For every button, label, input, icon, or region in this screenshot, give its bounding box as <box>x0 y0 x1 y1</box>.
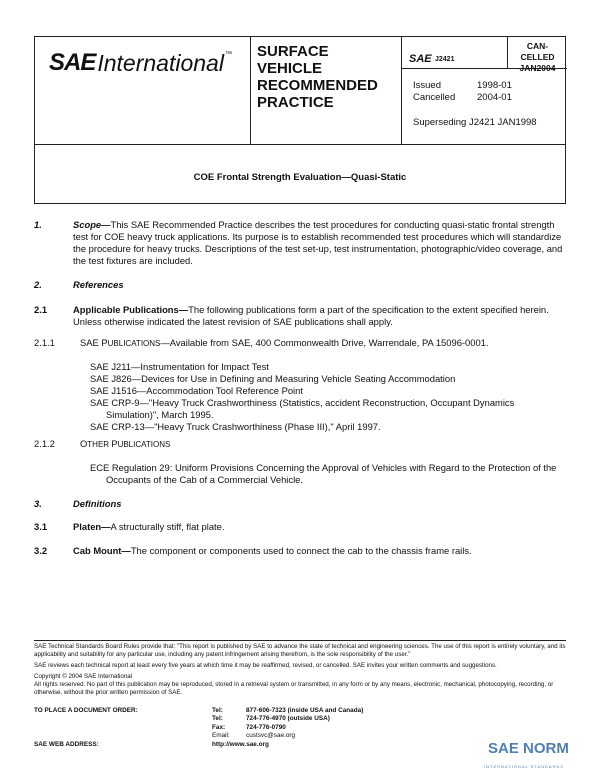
sae-publications-heading-sc: UBLICATIONS <box>107 339 161 348</box>
reference-item: SAE J1516—Accommodation Tool Reference Point <box>90 385 303 396</box>
footer-notes <box>34 643 566 697</box>
status-line: CAN- <box>526 41 549 51</box>
norm-text: SAE NORM <box>488 740 569 757</box>
reference-item: SAE J826—Devices for Use in Defining and Measuring Vehicle Seating Accommodation <box>90 373 456 384</box>
contact-labels: Tel: Tel: Fax: Email: <box>212 707 230 739</box>
norm-subtext: INTERNATIONAL STANDARDS <box>484 764 565 769</box>
phone-outside: 724-776-4970 (outside USA) <box>246 715 330 723</box>
ece-regulation: ECE Regulation 29: Uniform Provisions Concerning the Approval of Vehicles with Regard to the Protection of the Occupants of the Cab of a Commercial Vehicle. <box>90 462 557 485</box>
document-number: J2421 <box>435 56 455 63</box>
reference-item: SAE J211—Instrumentation for Impact Test <box>90 361 269 372</box>
section-number: 2. <box>34 279 42 290</box>
reference-item: SAE CRP-13—"Heavy Truck Crashworthiness (Phase III)," April 1997. <box>90 421 381 432</box>
issued-label: Issued <box>413 80 441 91</box>
scope-paragraph <box>73 219 563 267</box>
doc-type-line: VEHICLE <box>257 60 323 77</box>
status-line: JAN2004 <box>519 63 556 73</box>
section-number: 2.1.1 <box>34 337 55 348</box>
cancelled-label: Cancelled <box>413 92 456 103</box>
rights-note: All rights reserved. No part of this publication may be reproduced, stored in a retrieval system or transmitted, in any form or by any means, electronic, mechanical, photocopying, recording, or otherwise, without the prior written permission of SAE. <box>34 681 554 696</box>
definition-platen: Platen—A structurally stiff, flat plate. <box>73 521 225 532</box>
logo-sae: SAE <box>49 49 96 76</box>
doc-type-line: PRACTICE <box>257 94 334 111</box>
references-heading: References <box>73 279 124 290</box>
doc-type-line: SURFACE <box>257 43 329 60</box>
issue-dates <box>413 80 512 104</box>
divider <box>401 37 402 144</box>
scope-text: This SAE Recommended Practice describes the test procedures for conducting quasi-static frontal strength test for COE heavy truck applications. Its purpose is to establish recommended test procedures which will standardize the procedure for heavy trucks. Descriptions of the test set-up, test instrumentation, photographic/video coverage, and the test fixtures are included. <box>73 219 563 266</box>
reference-list <box>90 361 560 433</box>
fax-number: 724-776-0790 <box>246 723 286 731</box>
order-label: TO PLACE A DOCUMENT ORDER: <box>34 707 138 714</box>
phone-usa: 877-606-7323 (inside USA and Canada) <box>246 707 364 714</box>
definition-cab-mount: Cab Mount—The component or components used to connect the cab to the chassis frame rails. <box>73 545 472 556</box>
logo-international: International <box>97 50 224 76</box>
cancelled-date: 2004-01 <box>477 92 512 103</box>
sae-publications-heading: SAE P <box>80 337 108 348</box>
section-number: 3.1 <box>34 521 48 532</box>
scope-heading: Scope— <box>73 219 111 230</box>
document-title: COE Frontal Strength Evaluation—Quasi-Static <box>193 172 407 183</box>
section-number: 3.2 <box>34 545 48 556</box>
divider <box>250 37 251 144</box>
doc-type-line: RECOMMENDED <box>257 77 378 94</box>
applicable-publications-heading: Applicable Publications— <box>73 304 189 315</box>
review-note: SAE reviews each technical report at least every five years at which time it may be reaffirmed, revised, or cancelled. SAE invites your written comments and suggestions. <box>34 662 497 669</box>
web-label: SAE WEB ADDRESS: <box>34 741 99 748</box>
rules-note: SAE Technical Standards Board Rules provide that: "This report is published by SAE to advance the state of technical and engineering sciences. The use of this report is entirely voluntary, and its applicability and suitability for any particular use, including any patent infringement arising therefrom, is the sole responsibility of the user." <box>34 643 566 658</box>
contact-values <box>246 707 363 740</box>
status-cancelled <box>508 41 567 74</box>
document-type <box>257 43 378 111</box>
issued-date: 1998-01 <box>477 80 512 91</box>
sae-norm-watermark <box>484 740 569 769</box>
applicable-publications <box>73 304 563 328</box>
web-address[interactable]: http://www.sae.org <box>212 741 269 748</box>
title-box <box>34 144 566 204</box>
sae-publications <box>80 337 560 350</box>
superseding-note: Superseding J2421 JAN1998 <box>413 117 537 128</box>
section-number: 1. <box>34 219 42 230</box>
section-number: 2.1.2 <box>34 438 55 449</box>
document-header <box>34 36 566 145</box>
definitions-heading: Definitions <box>73 498 122 509</box>
other-publications-heading: OTHER PUBLICATIONS <box>80 438 171 449</box>
sae-publications-text: —Available from SAE, 400 Commonwealth Drive, Warrendale, PA 15096-0001. <box>160 337 489 348</box>
section-number: 2.1 <box>34 304 48 315</box>
applicable-publications-text: The following publications form a part of the specification to the extent specified herein. Unless otherwise indicated the latest revision of SAE publications shall apply. <box>73 304 549 327</box>
sae-international-logo <box>49 51 232 75</box>
logo-tm: ™ <box>224 51 232 58</box>
small-sae-logo: SAE <box>409 53 432 65</box>
status-line: CELLED <box>520 52 555 62</box>
email-address[interactable]: custsvc@sae.org <box>246 731 296 739</box>
section-number: 3. <box>34 498 42 509</box>
copyright: Copyright © 2004 SAE International <box>34 673 133 680</box>
reference-item: SAE CRP-9—"Heavy Truck Crashworthiness (Statistics, accident Reconstruction, Occupant Dynamics Simulation)", March 1995. <box>90 397 515 420</box>
footer-divider <box>34 640 566 641</box>
